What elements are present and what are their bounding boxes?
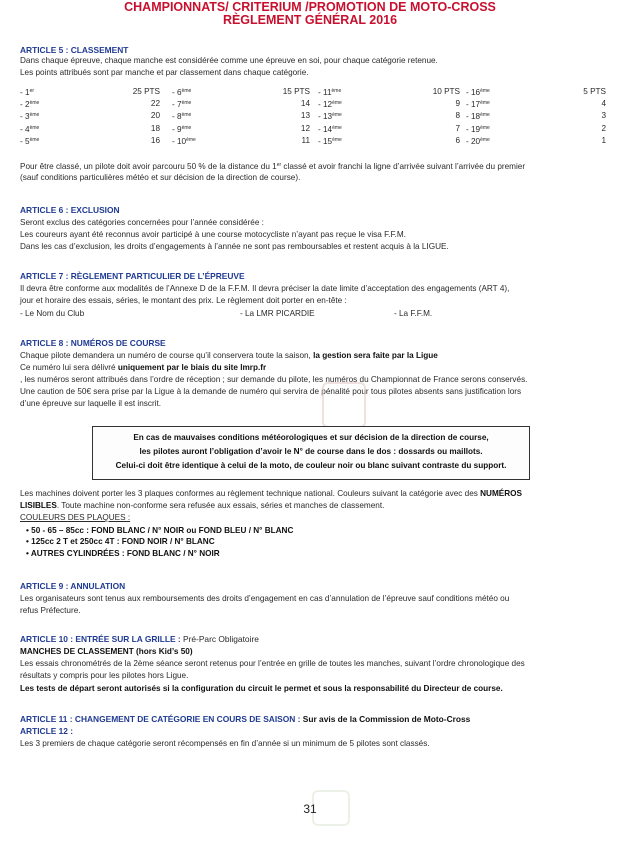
watermark-logo xyxy=(322,382,366,428)
article-6-text-2: Les coureurs ayant été reconnus avoir participé à une course motocycliste n’ayant pas reçue le visa F.F.M. xyxy=(20,230,406,239)
article-5-text-3: Pour être classé, un pilote doit avoir parcouru 50 % de la distance du 1er classé et avoir franchi la ligne d’arrivée suivant l’arrivée du premier xyxy=(20,162,526,171)
plate-item: • AUTRES CYLINDRÉES : FOND BLANC / N° NOIR xyxy=(26,548,293,559)
points-value: 2 xyxy=(601,123,606,133)
points-rank: - 11ème xyxy=(318,88,342,97)
points-rank: - 7ème xyxy=(172,100,192,110)
points-value: 8 xyxy=(455,111,460,121)
points-rank: - 5ème xyxy=(20,136,40,146)
article-12-heading: ARTICLE 12 : xyxy=(20,726,74,736)
header-item-league: - La LMR PICARDIE xyxy=(240,309,315,318)
article-8-heading: ARTICLE 8 : NUMÉROS DE COURSE xyxy=(20,338,166,348)
notice-line-3: Celui-ci doit être identique à celui de la moto, de couleur noir ou blanc suivant contraste du support. xyxy=(115,461,507,470)
article-10-text-3: Les tests de départ seront autorisés si la configuration du circuit le permet et sous la responsabilité du Directeur de course. xyxy=(20,684,503,693)
points-rank: - 9ème xyxy=(172,124,192,134)
article-10-text-1: Les essais chronométrés de la 2ème séance seront retenus pour l’entrée en grille de toutes les manches, suivant l’ordre chronologique des xyxy=(20,659,525,668)
article-6-heading: ARTICLE 6 : EXCLUSION xyxy=(20,205,120,215)
article-8-machines-2: LISIBLES. Toute machine non-conforme sera refusée aux essais, séries et manches de classement. xyxy=(20,501,385,510)
notice-line-1: En cas de mauvaises conditions météorologiques et sur décision de la direction de course, xyxy=(133,433,489,442)
article-10-heading: ARTICLE 10 : ENTRÉE SUR LA GRILLE : Pré-Parc Obligatoire xyxy=(20,634,259,644)
points-value: 16 xyxy=(150,135,160,145)
article-8-text-4: Une caution de 50€ sera prise par la Ligue à la demande de numéro qui servira de pénalité pour tous pilotes absents sans justification lors xyxy=(20,387,522,396)
document-title: CHAMPIONNATS/ CRITERIUM /PROMOTION DE MOTO-CROSS xyxy=(124,0,496,14)
notice-line-2: les pilotes auront l’obligation d’avoir le N° de course dans le dos : dossards ou maillots. xyxy=(139,447,483,456)
article-9-heading: ARTICLE 9 : ANNULATION xyxy=(20,581,126,591)
points-rank: - 1er xyxy=(20,88,35,97)
plate-item: • 50 - 65 – 85cc : FOND BLANC / N° NOIR ou FOND BLEU / N° BLANC xyxy=(26,525,293,536)
points-rank: - 19ème xyxy=(466,124,490,134)
points-value: 9 xyxy=(455,99,460,109)
article-9-text-2: refus Préfecture. xyxy=(20,606,81,615)
article-10-text-2: résultats y compris pour les pilotes hors Ligue. xyxy=(20,671,189,680)
points-value: 7 xyxy=(455,123,460,133)
points-rank: - 15ème xyxy=(318,136,342,146)
points-rank: - 4ème xyxy=(20,124,40,134)
document-subtitle: RÈGLEMENT GÉNÉRAL 2016 xyxy=(222,13,398,27)
plates-colors-heading: COULEURS DES PLAQUES : xyxy=(20,513,131,522)
points-value: 14 xyxy=(300,99,310,109)
points-value: 18 xyxy=(150,123,160,133)
points-value: 10 PTS xyxy=(432,87,460,96)
article-8-text-1: Chaque pilote demandera un numéro de course qu’il conservera toute la saison, la gestion sera faite par la Ligue xyxy=(20,351,438,360)
article-6-text-1: Seront exclus des catégories concernées pour l’année considérée : xyxy=(20,218,264,227)
points-value: 3 xyxy=(601,111,606,121)
points-rank: - 6ème xyxy=(172,88,192,97)
points-rank: - 17ème xyxy=(466,100,490,110)
article-8-text-2: Ce numéro lui sera délivré uniquement par le biais du site lmrp.fr xyxy=(20,363,267,372)
article-11-heading: ARTICLE 11 : CHANGEMENT DE CATÉGORIE EN COURS DE SAISON : Sur avis de la Commission de Moto-Cross xyxy=(20,714,471,724)
article-5-text-2: Les points attribués sont par manche et par classement dans chaque catégorie. xyxy=(20,68,309,77)
points-rank: - 16ème xyxy=(466,88,490,97)
points-value: 11 xyxy=(301,135,310,145)
points-value: 13 xyxy=(300,111,310,121)
points-rank: - 18ème xyxy=(466,112,490,122)
points-value: 4 xyxy=(601,99,606,109)
plate-item: • 125cc 2 T et 250cc 4T : FOND NOIR / N° BLANC xyxy=(26,536,293,547)
points-value: 22 xyxy=(150,99,160,109)
article-8-machines-1: Les machines doivent porter les 3 plaques conformes au règlement technique national. Couleurs suivant la catégorie avec des NUMÉROS xyxy=(20,489,522,498)
article-5-text-4: (sauf conditions particulières météo et sur décision de la direction de course). xyxy=(20,173,301,182)
points-value: 6 xyxy=(455,135,460,145)
article-5-text-1: Dans chaque épreuve, chaque manche est considérée comme une épreuve en soi, pour chaque catégorie retenue. xyxy=(20,56,438,65)
points-value: 5 PTS xyxy=(583,87,606,96)
points-rank: - 13ème xyxy=(318,112,342,122)
points-value: 12 xyxy=(300,123,310,133)
article-12-text-1: Les 3 premiers de chaque catégorie seront récompensés en fin d’année si un minimum de 5 pilotes sont classés. xyxy=(20,739,430,748)
header-item-ffm: - La F.F.M. xyxy=(394,309,433,318)
article-6-text-3: Dans les cas d’exclusion, les droits d’engagements à l’année ne sont pas remboursables et restent acquis à la LIGUE. xyxy=(20,242,449,251)
points-rank: - 2ème xyxy=(20,100,40,110)
points-value: 25 PTS xyxy=(132,87,160,96)
page-number: 31 xyxy=(303,802,317,816)
points-rank: - 20ème xyxy=(466,136,490,146)
points-value: 1 xyxy=(601,135,606,145)
article-7-heading: ARTICLE 7 : RÈGLEMENT PARTICULIER DE L’ÉPREUVE xyxy=(20,271,245,281)
points-rank: - 10ème xyxy=(172,136,196,146)
plates-list xyxy=(26,525,293,559)
article-9-text-1: Les organisateurs sont tenus aux remboursements des droits d’engagement en cas d’annulation de l’épreuve sauf conditions météo ou xyxy=(20,594,510,603)
article-7-text-1: Il devra être conforme aux modalités de l’Annexe D de la F.F.M. Il devra préciser la date limite d’acceptation des engagements (ART 4), xyxy=(20,284,510,293)
article-8-text-3: , les numéros seront attribués dans l’ordre de réception ; sur demande du pilote, les numéros du Championnat de France serons conservés. xyxy=(20,375,528,384)
points-rank: - 14ème xyxy=(318,124,342,134)
article-7-text-2: jour et horaire des essais, séries, le montant des prix. Le règlement doit porter en en-tête : xyxy=(20,296,347,305)
points-rank: - 8ème xyxy=(172,112,192,122)
notice-box xyxy=(92,426,530,480)
header-item-club: - Le Nom du Club xyxy=(20,309,85,318)
points-value: 15 PTS xyxy=(282,87,310,96)
article-10-subheading: MANCHES DE CLASSEMENT (hors Kid’s 50) xyxy=(20,647,193,656)
article-8-text-5: d’une épreuve sur laquelle il est inscrit. xyxy=(20,399,162,408)
points-value: 20 xyxy=(150,111,160,121)
points-rank: - 3ème xyxy=(20,112,40,122)
article-5-heading: ARTICLE 5 : CLASSEMENT xyxy=(20,45,129,55)
points-rank: - 12ème xyxy=(318,100,342,110)
